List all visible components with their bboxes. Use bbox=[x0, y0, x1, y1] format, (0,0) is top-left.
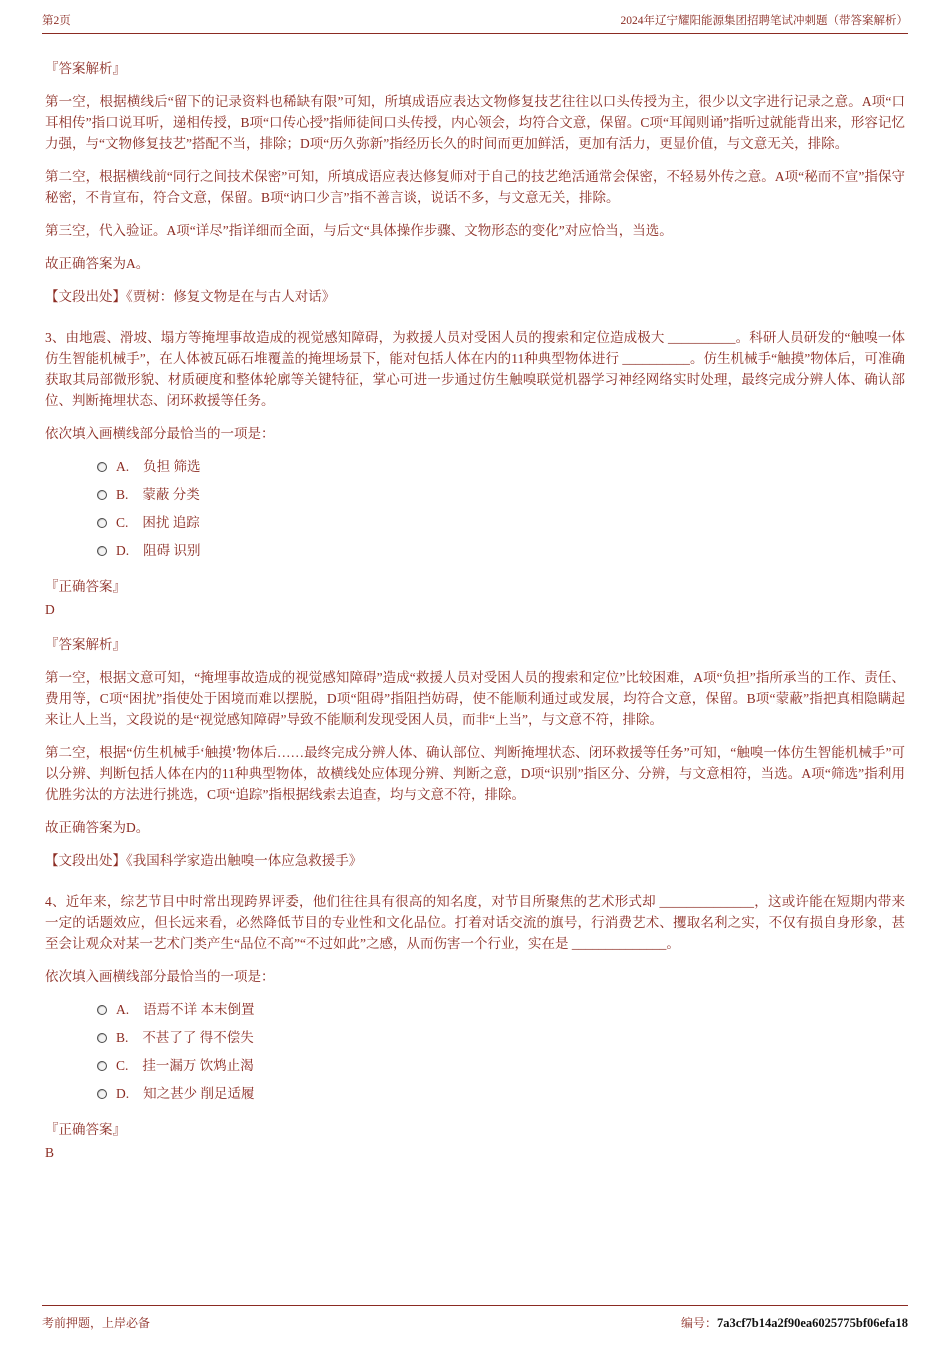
option-text: 阻碍 识别 bbox=[143, 543, 201, 558]
radio-icon[interactable] bbox=[97, 1005, 107, 1015]
option-letter: D. bbox=[116, 1086, 130, 1101]
option-letter: B. bbox=[116, 487, 129, 502]
q3-correct-answer: D bbox=[45, 602, 55, 617]
radio-icon[interactable] bbox=[97, 490, 107, 500]
q2-source: 【文段出处】《贾树：修复文物是在与古人对话》 bbox=[45, 289, 336, 304]
page-footer bbox=[42, 1305, 908, 1331]
q3-option-c bbox=[97, 512, 905, 534]
option-letter: C. bbox=[116, 1058, 129, 1073]
q3-analysis-paragraph-1: 第一空，根据文意可知，“掩埋事故造成的视觉感知障碍”造成“救援人员对受困人员的搜索和定位”比较困难，A项“负担”指所承当的工作、责任、费用等，C项“困扰”指使处于困境而难以摆脱，D项“阻碍”指阻挡妨碍，使不能顺利通过或发展，均符合文意，保留。B项“蒙蔽”指把真相隐瞒起来让人上当，文段说的是“视觉感知障碍”导致不能顺利发现受困人员，而非“上当”，与文意不符，排除。 bbox=[45, 670, 905, 727]
option-text: 挂一漏万 饮鸩止渴 bbox=[142, 1058, 254, 1073]
option-text: 语焉不详 本末倒置 bbox=[143, 1002, 255, 1017]
option-letter: B. bbox=[116, 1030, 129, 1045]
footer-document-code bbox=[681, 1314, 908, 1331]
option-letter: A. bbox=[116, 1002, 130, 1017]
q3-instruction: 依次填入画横线部分最恰当的一项是： bbox=[45, 426, 275, 441]
q3-analysis-paragraph-2: 第二空，根据“仿生机械手‘触摸’物体后……最终完成分辨人体、确认部位、判断掩埋状态、闭环救援等任务”可知，“触嗅一体仿生智能机械手”可以分辨、判断包括人体在内的11种典型物体，故横线处应体现分辨、判断之意，D项“识别”指区分、分辨，与文意相符，当选。A项“筛选”指利用优胜劣汰的方法进行挑选，C项“追踪”指根据线索去追查，均与文意不符，排除。 bbox=[45, 745, 905, 802]
page-number: 第2页 bbox=[42, 15, 71, 27]
option-letter: C. bbox=[116, 515, 129, 530]
q3-conclusion: 故正确答案为D。 bbox=[45, 820, 150, 835]
option-letter: A. bbox=[116, 459, 130, 474]
q3-stem: 3、由地震、滑坡、塌方等掩埋事故造成的视觉感知障碍，为救援人员对受困人员的搜索和定位造成极大 __________。科研人员研发的“触嗅一体仿生智能机械手”，在人体被瓦砾石堆覆盖的掩埋场景下，能对包括人体在内的11种典型物体进行 __________。仿生机械手“触摸”物体后，可准确获取其局部微形貌、材质硬度和整体轮廓等关键特征，掌心可进一步通过仿生触嗅联觉机器学习神经网络实时处理，最终完成分辨人体、确认部位、判断掩埋状态、闭环救援等任务。 bbox=[45, 330, 905, 408]
q3-option-a bbox=[97, 456, 905, 478]
code-label: 编号： bbox=[681, 1316, 718, 1330]
q3-options bbox=[45, 456, 905, 562]
option-text: 知之甚少 削足适履 bbox=[143, 1086, 255, 1101]
q2-analysis-paragraph-1: 第一空，根据横线后“留下的记录资料也稀缺有限”可知，所填成语应表达文物修复技艺往往以口头传授为主，很少以文字进行记录之意。A项“口耳相传”指口说耳听，递相传授，B项“口传心授”指师徒间口头传授，内心领会，均符合文意，保留。C项“耳闻则诵”指听过就能背出来，形容记忆力强，与“文物修复技艺”搭配不当，排除；D项“历久弥新”指经历长久的时间而更加鲜活，更加有活力，更显价值，与文意无关，排除。 bbox=[45, 94, 905, 151]
code-value: 7a3cf7b14a2f90ea6025775bf06efa18 bbox=[717, 1316, 908, 1330]
option-text: 困扰 追踪 bbox=[142, 515, 200, 530]
option-text: 蒙蔽 分类 bbox=[142, 487, 200, 502]
option-letter: D. bbox=[116, 543, 130, 558]
q3-analysis-label: 『答案解析』 bbox=[45, 637, 126, 652]
q4-instruction: 依次填入画横线部分最恰当的一项是： bbox=[45, 969, 275, 984]
radio-icon[interactable] bbox=[97, 1061, 107, 1071]
q3-source: 【文段出处】《我国科学家造出触嗅一体应急救援手》 bbox=[45, 853, 363, 868]
q3-option-d bbox=[97, 540, 905, 562]
page-header bbox=[42, 12, 908, 34]
q4-stem: 4、近年来，综艺节目中时常出现跨界评委，他们往往具有很高的知名度，对节目所聚焦的艺术形式却 ______________，这或许能在短期内带来一定的话题效应，但长远来看，必然降低节目的专业性和文化品位。打着对话交流的旗号，行消费艺术、攫取名利之实，不仅有损自身形象，甚至会让观众对某一艺术门类产生“品位不高”“不过如此”之感，从而伤害一个行业，实在是 ______________。 bbox=[45, 894, 905, 951]
q4-correct-answer-label: 『正确答案』 bbox=[45, 1122, 126, 1137]
q4-options bbox=[45, 999, 905, 1105]
q4-option-a bbox=[97, 999, 905, 1021]
radio-icon[interactable] bbox=[97, 546, 107, 556]
q4-option-c bbox=[97, 1055, 905, 1077]
footer-slogan: 考前押题，上岸必备 bbox=[42, 1316, 151, 1330]
option-text: 负担 筛选 bbox=[143, 459, 201, 474]
q2-conclusion: 故正确答案为A。 bbox=[45, 256, 150, 271]
q2-analysis-paragraph-3: 第三空，代入验证。A项“详尽”指详细而全面，与后文“具体操作步骤、文物形态的变化”对应恰当，当选。 bbox=[45, 223, 673, 238]
page-content bbox=[45, 46, 905, 1177]
radio-icon[interactable] bbox=[97, 462, 107, 472]
q4-option-d bbox=[97, 1083, 905, 1105]
radio-icon[interactable] bbox=[97, 1033, 107, 1043]
q4-option-b bbox=[97, 1027, 905, 1049]
q2-analysis-label: 『答案解析』 bbox=[45, 61, 126, 76]
radio-icon[interactable] bbox=[97, 518, 107, 528]
q2-analysis-paragraph-2: 第二空，根据横线前“同行之间技术保密”可知，所填成语应表达修复师对于自己的技艺绝活通常会保密，不轻易外传之意。A项“秘而不宣”指保守秘密，不肯宣布，符合文意，保留。B项“讷口少言”指不善言谈，说话不多，与文意无关，排除。 bbox=[45, 169, 905, 205]
radio-icon[interactable] bbox=[97, 1089, 107, 1099]
option-text: 不甚了了 得不偿失 bbox=[142, 1030, 254, 1045]
q4-correct-answer: B bbox=[45, 1145, 55, 1160]
document-title: 2024年辽宁耀阳能源集团招聘笔试冲刺题（带答案解析） bbox=[620, 15, 908, 27]
q3-option-b bbox=[97, 484, 905, 506]
q3-correct-answer-label: 『正确答案』 bbox=[45, 579, 126, 594]
